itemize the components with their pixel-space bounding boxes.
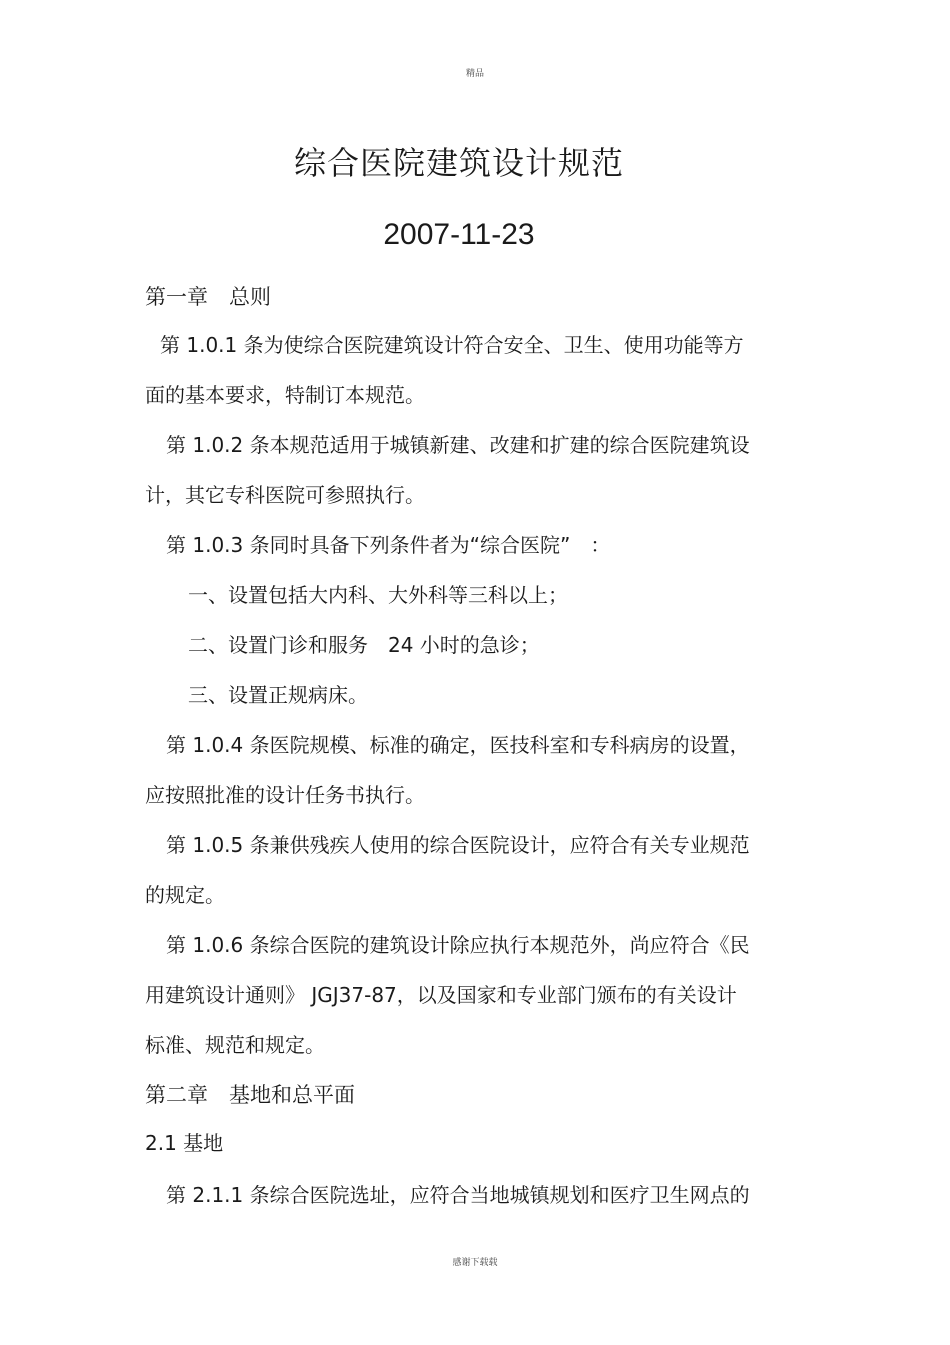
paragraph-line: 的规定。 [145,883,225,907]
page-footer: 感谢下载载 [452,1258,498,1268]
section-heading: 2.1 基地 [145,1131,224,1155]
list-item: 二、设置门诊和服务 24 小时的急诊； [188,633,540,657]
chapter-1-heading: 第一章 总则 [145,285,271,309]
paragraph-line: 第 1.0.1 条为使综合医院建筑设计符合安全、卫生、使用功能等方 [160,333,744,357]
list-item: 三、设置正规病床。 [188,683,368,707]
paragraph-line: 面的基本要求，特制订本规范。 [145,383,425,407]
page-header: 精品 [465,69,484,79]
paragraph-line: 应按照批准的设计任务书执行。 [145,783,425,807]
paragraph-line: 第 1.0.6 条综合医院的建筑设计除应执行本规范外，尚应符合《民 [166,933,750,957]
paragraph-line: 计，其它专科医院可参照执行。 [145,483,425,507]
paragraph-line: 第 1.0.2 条本规范适用于城镇新建、改建和扩建的综合医院建筑设 [166,433,750,457]
paragraph-line: 第 2.1.1 条综合医院选址，应符合当地城镇规划和医疗卫生网点的 [166,1183,750,1207]
paragraph-line: 第 1.0.3 条同时具备下列条件者为“综合医院” ： [166,533,611,557]
document-date: 2007-11-23 [383,218,535,251]
paragraph-line: 标准、规范和规定。 [145,1033,325,1057]
paragraph-line: 用建筑设计通则》 JGJ37-87，以及国家和专业部门颁布的有关设计 [145,983,737,1007]
paragraph-line: 第 1.0.5 条兼供残疾人使用的综合医院设计，应符合有关专业规范 [166,833,750,857]
chapter-2-heading: 第二章 基地和总平面 [145,1083,355,1107]
list-item: 一、设置包括大内科、大外科等三科以上； [188,583,568,607]
document-title: 综合医院建筑设计规范 [293,144,624,182]
paragraph-line: 第 1.0.4 条医院规模、标准的确定，医技科室和专科病房的设置， [166,733,750,757]
